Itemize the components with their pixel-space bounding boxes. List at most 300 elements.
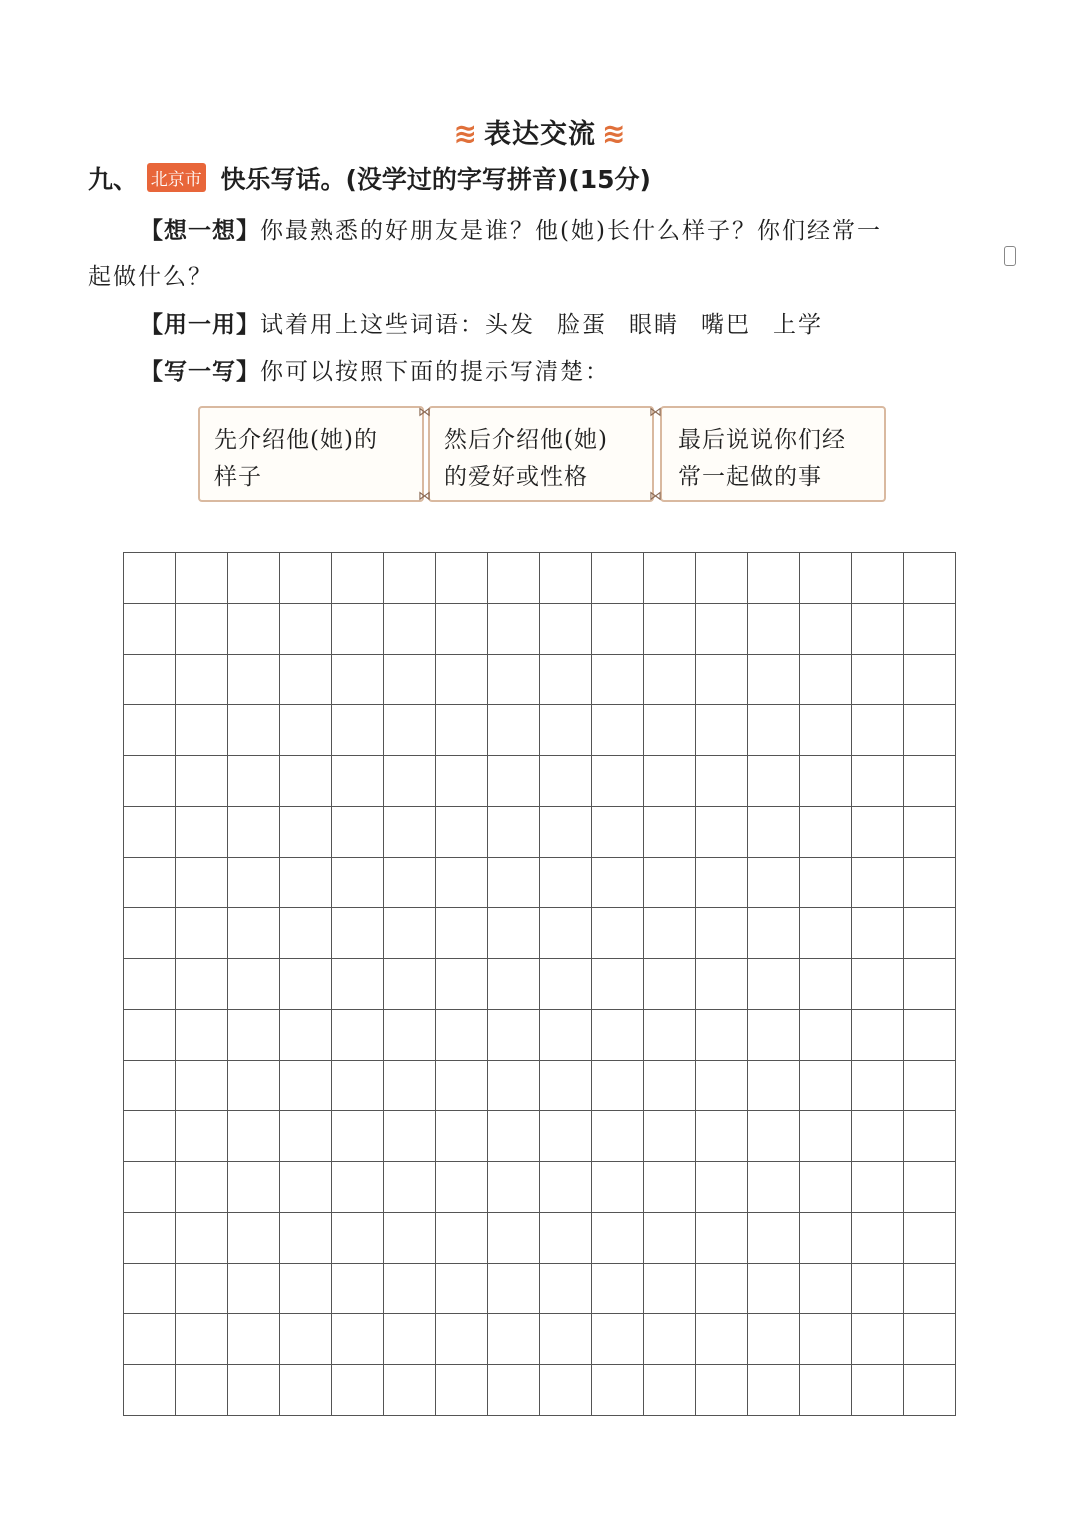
bow-tie-icon: ⋈ (649, 489, 662, 504)
grid-cell[interactable] (592, 553, 644, 604)
grid-cell[interactable] (748, 1314, 800, 1365)
grid-cell[interactable] (176, 1365, 228, 1416)
grid-cell[interactable] (540, 1162, 592, 1213)
grid-cell[interactable] (748, 1061, 800, 1112)
think-line-1 (140, 212, 882, 245)
grid-cell[interactable] (748, 1264, 800, 1315)
grid-cell[interactable] (384, 756, 436, 807)
grid-cell[interactable] (488, 908, 540, 959)
grid-cell[interactable] (176, 1111, 228, 1162)
grid-cell[interactable] (800, 604, 852, 655)
grid-cell[interactable] (800, 1162, 852, 1213)
grid-cell[interactable] (332, 1010, 384, 1061)
grid-cell[interactable] (124, 705, 176, 756)
grid-cell[interactable] (124, 1111, 176, 1162)
grid-cell[interactable] (332, 1162, 384, 1213)
grid-cell[interactable] (384, 553, 436, 604)
grid-cell[interactable] (904, 604, 956, 655)
grid-cell[interactable] (228, 1162, 280, 1213)
grid-cell[interactable] (124, 908, 176, 959)
use-line (140, 306, 823, 339)
grid-cell[interactable] (280, 553, 332, 604)
grid-cell[interactable] (540, 1010, 592, 1061)
grid-cell[interactable] (488, 705, 540, 756)
grid-cell[interactable] (800, 1010, 852, 1061)
grid-cell[interactable] (592, 1162, 644, 1213)
grid-cell[interactable] (696, 1162, 748, 1213)
grid-cell[interactable] (852, 553, 904, 604)
grid-cell[interactable] (540, 959, 592, 1010)
grid-cell[interactable] (644, 1314, 696, 1365)
page-edge-icon (1004, 246, 1016, 266)
grid-cell[interactable] (436, 1061, 488, 1112)
grid-cell[interactable] (696, 1111, 748, 1162)
grid-cell[interactable] (748, 858, 800, 909)
grid-cell[interactable] (540, 858, 592, 909)
grid-cell[interactable] (644, 1264, 696, 1315)
grid-cell[interactable] (852, 959, 904, 1010)
grid-cell[interactable] (436, 1213, 488, 1264)
grid-cell[interactable] (800, 908, 852, 959)
grid-cell[interactable] (592, 1061, 644, 1112)
grid-cell[interactable] (644, 908, 696, 959)
grid-cell[interactable] (488, 604, 540, 655)
grid-cell[interactable] (748, 1162, 800, 1213)
grid-cell[interactable] (176, 655, 228, 706)
grid-cell[interactable] (592, 1111, 644, 1162)
grid-cell[interactable] (644, 1061, 696, 1112)
grid-cell[interactable] (384, 1213, 436, 1264)
grid-cell[interactable] (124, 1061, 176, 1112)
grid-cell[interactable] (748, 655, 800, 706)
grid-cell[interactable] (800, 1365, 852, 1416)
grid-cell[interactable] (748, 756, 800, 807)
grid-cell[interactable] (332, 1111, 384, 1162)
grid-cell[interactable] (488, 1111, 540, 1162)
grid-cell[interactable] (852, 705, 904, 756)
grid-cell[interactable] (176, 553, 228, 604)
grid-cell[interactable] (384, 1365, 436, 1416)
grid-cell[interactable] (800, 553, 852, 604)
grid-cell[interactable] (384, 1264, 436, 1315)
grid-cell[interactable] (748, 1213, 800, 1264)
grid-cell[interactable] (852, 1314, 904, 1365)
grid-cell[interactable] (592, 858, 644, 909)
grid-cell[interactable] (748, 959, 800, 1010)
grid-cell[interactable] (228, 604, 280, 655)
grid-cell[interactable] (592, 908, 644, 959)
grid-cell[interactable] (436, 604, 488, 655)
question-header (88, 160, 651, 196)
grid-cell[interactable] (644, 655, 696, 706)
grid-cell[interactable] (852, 908, 904, 959)
bow-tie-icon: ⋈ (418, 405, 431, 420)
grid-cell[interactable] (852, 1264, 904, 1315)
grid-cell[interactable] (904, 1314, 956, 1365)
grid-cell[interactable] (800, 705, 852, 756)
grid-cell[interactable] (280, 1061, 332, 1112)
grid-cell[interactable] (436, 1111, 488, 1162)
grid-cell[interactable] (488, 655, 540, 706)
grid-cell[interactable] (228, 1264, 280, 1315)
grid-cell[interactable] (748, 807, 800, 858)
word-hair: 头发 (485, 312, 535, 338)
grid-cell[interactable] (540, 1365, 592, 1416)
grid-cell[interactable] (124, 1162, 176, 1213)
write-line (140, 353, 610, 386)
wave-decoration-right-icon: ≋ (602, 117, 627, 150)
grid-cell[interactable] (904, 756, 956, 807)
grid-cell[interactable] (228, 1061, 280, 1112)
grid-cell[interactable] (748, 1365, 800, 1416)
grid-cell[interactable] (280, 1010, 332, 1061)
bow-tie-icon: ⋈ (649, 405, 662, 420)
grid-cell[interactable] (800, 655, 852, 706)
grid-cell[interactable] (696, 1264, 748, 1315)
grid-cell[interactable] (696, 1010, 748, 1061)
grid-cell[interactable] (488, 1314, 540, 1365)
grid-cell[interactable] (436, 1010, 488, 1061)
grid-cell[interactable] (176, 959, 228, 1010)
think-text-2: 起做什么？ (88, 264, 213, 290)
hint-box-appearance (198, 406, 424, 502)
grid-cell[interactable] (696, 1314, 748, 1365)
grid-cell[interactable] (540, 807, 592, 858)
grid-cell[interactable] (176, 1314, 228, 1365)
grid-cell[interactable] (540, 1061, 592, 1112)
grid-cell[interactable] (644, 1213, 696, 1264)
grid-cell[interactable] (592, 756, 644, 807)
grid-cell[interactable] (592, 1213, 644, 1264)
grid-cell[interactable] (280, 1162, 332, 1213)
grid-cell[interactable] (592, 1365, 644, 1416)
grid-cell[interactable] (800, 1314, 852, 1365)
grid-cell[interactable] (384, 604, 436, 655)
grid-cell[interactable] (852, 1365, 904, 1416)
grid-cell[interactable] (644, 1162, 696, 1213)
grid-cell[interactable] (644, 604, 696, 655)
section-title-text: 表达交流 (484, 119, 596, 150)
writing-grid[interactable] (123, 552, 956, 1416)
grid-cell[interactable] (228, 807, 280, 858)
grid-cell[interactable] (904, 1010, 956, 1061)
grid-cell[interactable] (124, 807, 176, 858)
grid-cell[interactable] (280, 858, 332, 909)
grid-cell[interactable] (644, 858, 696, 909)
grid-cell[interactable] (124, 1314, 176, 1365)
grid-cell[interactable] (176, 908, 228, 959)
grid-cell[interactable] (176, 1264, 228, 1315)
grid-cell[interactable] (176, 1010, 228, 1061)
grid-cell[interactable] (332, 553, 384, 604)
grid-cell[interactable] (540, 1213, 592, 1264)
grid-cell[interactable] (332, 1365, 384, 1416)
grid-cell[interactable] (852, 1213, 904, 1264)
grid-cell[interactable] (176, 807, 228, 858)
grid-cell[interactable] (124, 1365, 176, 1416)
grid-cell[interactable] (436, 1314, 488, 1365)
grid-cell[interactable] (696, 1213, 748, 1264)
write-head: 【写一写】 (140, 359, 260, 385)
grid-cell[interactable] (904, 655, 956, 706)
grid-cell[interactable] (852, 1162, 904, 1213)
grid-cell[interactable] (488, 553, 540, 604)
grid-cell[interactable] (280, 705, 332, 756)
grid-cell[interactable] (280, 1111, 332, 1162)
hint-2-line-1: 然后介绍他(她) (444, 427, 608, 453)
grid-cell[interactable] (228, 553, 280, 604)
grid-cell[interactable] (644, 756, 696, 807)
grid-cell[interactable] (800, 1264, 852, 1315)
grid-cell[interactable] (540, 756, 592, 807)
think-line-2 (88, 258, 213, 291)
grid-cell[interactable] (488, 1010, 540, 1061)
grid-cell[interactable] (332, 807, 384, 858)
grid-cell[interactable] (436, 655, 488, 706)
grid-cell[interactable] (124, 858, 176, 909)
grid-cell[interactable] (280, 1264, 332, 1315)
grid-cell[interactable] (280, 959, 332, 1010)
grid-cell[interactable] (280, 1314, 332, 1365)
grid-cell[interactable] (904, 1061, 956, 1112)
grid-cell[interactable] (696, 858, 748, 909)
grid-cell[interactable] (176, 705, 228, 756)
grid-cell[interactable] (228, 1314, 280, 1365)
grid-cell[interactable] (488, 807, 540, 858)
grid-cell[interactable] (644, 807, 696, 858)
grid-cell[interactable] (800, 756, 852, 807)
grid-cell[interactable] (904, 858, 956, 909)
grid-cell[interactable] (592, 705, 644, 756)
grid-cell[interactable] (228, 1213, 280, 1264)
grid-cell[interactable] (124, 756, 176, 807)
grid-cell[interactable] (592, 1264, 644, 1315)
grid-cell[interactable] (332, 705, 384, 756)
grid-cell[interactable] (852, 807, 904, 858)
grid-cell[interactable] (124, 655, 176, 706)
grid-cell[interactable] (748, 604, 800, 655)
grid-cell[interactable] (852, 1061, 904, 1112)
grid-cell[interactable] (176, 756, 228, 807)
grid-cell[interactable] (384, 1162, 436, 1213)
grid-cell[interactable] (852, 604, 904, 655)
grid-cell[interactable] (800, 807, 852, 858)
grid-cell[interactable] (384, 908, 436, 959)
grid-cell[interactable] (488, 1264, 540, 1315)
grid-cell[interactable] (124, 604, 176, 655)
grid-cell[interactable] (644, 553, 696, 604)
grid-cell[interactable] (436, 1264, 488, 1315)
grid-cell[interactable] (540, 1314, 592, 1365)
grid-cell[interactable] (748, 1111, 800, 1162)
grid-cell[interactable] (904, 1213, 956, 1264)
grid-cell[interactable] (332, 1061, 384, 1112)
grid-cell[interactable] (592, 655, 644, 706)
grid-cell[interactable] (384, 858, 436, 909)
grid-cell[interactable] (332, 655, 384, 706)
grid-cell[interactable] (176, 1162, 228, 1213)
grid-cell[interactable] (384, 807, 436, 858)
grid-cell[interactable] (176, 604, 228, 655)
grid-cell[interactable] (748, 705, 800, 756)
grid-cell[interactable] (644, 959, 696, 1010)
grid-cell[interactable] (592, 807, 644, 858)
grid-cell[interactable] (280, 756, 332, 807)
grid-cell[interactable] (228, 1365, 280, 1416)
grid-cell[interactable] (696, 655, 748, 706)
grid-cell[interactable] (852, 756, 904, 807)
grid-cell[interactable] (696, 807, 748, 858)
hint-3-line-2: 常一起做的事 (678, 464, 822, 490)
grid-cell[interactable] (748, 553, 800, 604)
grid-cell[interactable] (124, 959, 176, 1010)
grid-cell[interactable] (124, 1213, 176, 1264)
grid-cell[interactable] (696, 756, 748, 807)
grid-cell[interactable] (696, 705, 748, 756)
grid-cell[interactable] (904, 807, 956, 858)
grid-cell[interactable] (488, 959, 540, 1010)
grid-cell[interactable] (228, 908, 280, 959)
grid-cell[interactable] (644, 1365, 696, 1416)
think-text-1: 你最熟悉的好朋友是谁？他(她)长什么样子？你们经常一 (260, 218, 882, 244)
grid-cell[interactable] (436, 908, 488, 959)
grid-cell[interactable] (696, 604, 748, 655)
grid-cell[interactable] (540, 604, 592, 655)
grid-cell[interactable] (436, 959, 488, 1010)
grid-cell[interactable] (332, 959, 384, 1010)
grid-cell[interactable] (592, 1010, 644, 1061)
grid-cell[interactable] (488, 756, 540, 807)
grid-cell[interactable] (904, 1264, 956, 1315)
grid-cell[interactable] (852, 1010, 904, 1061)
grid-cell[interactable] (280, 1213, 332, 1264)
grid-cell[interactable] (176, 1213, 228, 1264)
grid-cell[interactable] (332, 908, 384, 959)
grid-cell[interactable] (904, 908, 956, 959)
grid-cell[interactable] (176, 858, 228, 909)
grid-cell[interactable] (748, 1010, 800, 1061)
grid-cell[interactable] (488, 1365, 540, 1416)
word-eyes: 眼睛 (629, 312, 679, 338)
grid-cell[interactable] (540, 908, 592, 959)
grid-cell[interactable] (228, 959, 280, 1010)
grid-cell[interactable] (852, 858, 904, 909)
grid-cell[interactable] (800, 959, 852, 1010)
grid-cell[interactable] (904, 1111, 956, 1162)
grid-cell[interactable] (436, 1162, 488, 1213)
grid-cell[interactable] (384, 959, 436, 1010)
grid-cell[interactable] (332, 1314, 384, 1365)
grid-cell[interactable] (228, 655, 280, 706)
grid-cell[interactable] (696, 959, 748, 1010)
grid-cell[interactable] (592, 604, 644, 655)
region-tag: 北京市 (147, 163, 206, 192)
grid-cell[interactable] (124, 1010, 176, 1061)
grid-cell[interactable] (280, 807, 332, 858)
grid-cell[interactable] (280, 655, 332, 706)
grid-cell[interactable] (488, 858, 540, 909)
grid-cell[interactable] (592, 959, 644, 1010)
grid-cell[interactable] (592, 1314, 644, 1365)
grid-cell[interactable] (904, 959, 956, 1010)
grid-cell[interactable] (124, 553, 176, 604)
grid-cell[interactable] (904, 705, 956, 756)
grid-cell[interactable] (436, 553, 488, 604)
grid-cell[interactable] (384, 1314, 436, 1365)
grid-cell[interactable] (384, 705, 436, 756)
grid-cell[interactable] (384, 655, 436, 706)
grid-cell[interactable] (800, 1061, 852, 1112)
grid-cell[interactable] (332, 858, 384, 909)
grid-cell[interactable] (540, 553, 592, 604)
grid-cell[interactable] (904, 1365, 956, 1416)
grid-cell[interactable] (228, 1010, 280, 1061)
grid-cell[interactable] (436, 858, 488, 909)
write-text: 你可以按照下面的提示写清楚： (260, 359, 610, 385)
grid-cell[interactable] (644, 1111, 696, 1162)
grid-cell[interactable] (332, 604, 384, 655)
grid-cell[interactable] (488, 1061, 540, 1112)
grid-cell[interactable] (280, 604, 332, 655)
bow-tie-icon: ⋈ (418, 489, 431, 504)
grid-cell[interactable] (488, 1213, 540, 1264)
grid-cell[interactable] (800, 1213, 852, 1264)
grid-cell[interactable] (384, 1111, 436, 1162)
grid-cell[interactable] (852, 1111, 904, 1162)
grid-cell[interactable] (436, 1365, 488, 1416)
hint-2-line-2: 的爱好或性格 (444, 464, 588, 490)
grid-cell[interactable] (280, 1365, 332, 1416)
grid-cell[interactable] (904, 553, 956, 604)
hint-1-line-1: 先介绍他(她)的 (214, 427, 378, 453)
grid-cell[interactable] (696, 1365, 748, 1416)
question-title: 快乐写话。(没学过的字写拼音)(15分) (220, 165, 651, 194)
grid-cell[interactable] (332, 1213, 384, 1264)
grid-cell[interactable] (800, 858, 852, 909)
grid-cell[interactable] (540, 1264, 592, 1315)
grid-cell[interactable] (748, 908, 800, 959)
grid-cell[interactable] (800, 1111, 852, 1162)
grid-cell[interactable] (904, 1162, 956, 1213)
grid-cell[interactable] (228, 1111, 280, 1162)
grid-cell[interactable] (540, 705, 592, 756)
grid-cell[interactable] (228, 858, 280, 909)
grid-cell[interactable] (436, 756, 488, 807)
grid-cell[interactable] (540, 655, 592, 706)
grid-cell[interactable] (436, 705, 488, 756)
grid-cell[interactable] (436, 807, 488, 858)
grid-cell[interactable] (696, 553, 748, 604)
hint-1-line-2: 样子 (214, 464, 262, 490)
grid-cell[interactable] (124, 1264, 176, 1315)
grid-cell[interactable] (384, 1061, 436, 1112)
grid-cell[interactable] (696, 1061, 748, 1112)
grid-cell[interactable] (488, 1162, 540, 1213)
grid-cell[interactable] (228, 756, 280, 807)
grid-cell[interactable] (228, 705, 280, 756)
grid-cell[interactable] (332, 756, 384, 807)
grid-cell[interactable] (644, 705, 696, 756)
grid-cell[interactable] (176, 1061, 228, 1112)
grid-cell[interactable] (280, 908, 332, 959)
grid-cell[interactable] (540, 1111, 592, 1162)
grid-cell[interactable] (852, 655, 904, 706)
grid-cell[interactable] (696, 908, 748, 959)
grid-cell[interactable] (644, 1010, 696, 1061)
grid-cell[interactable] (384, 1010, 436, 1061)
grid-cell[interactable] (332, 1264, 384, 1315)
use-intro: 试着用上这些词语： (260, 312, 485, 338)
